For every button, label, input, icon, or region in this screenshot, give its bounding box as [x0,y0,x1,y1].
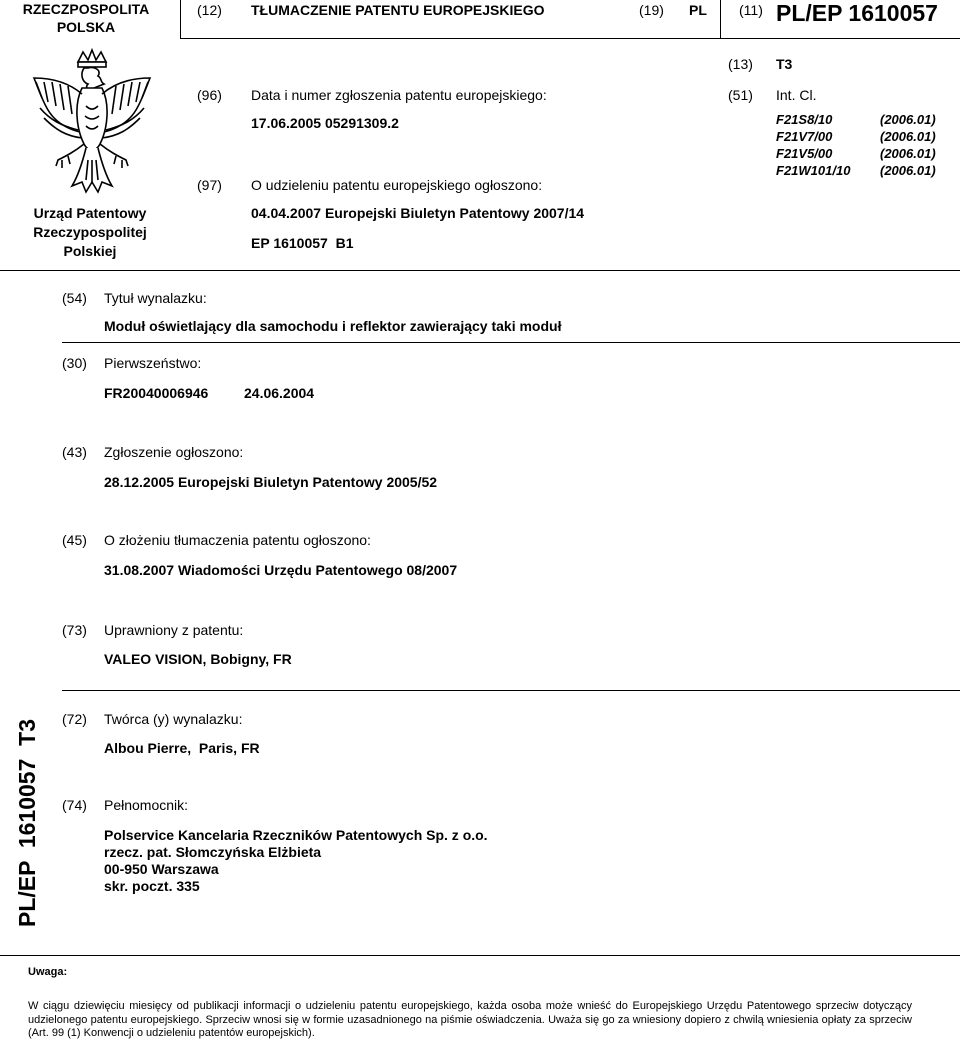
application-value: 17.06.2005 05291309.2 [251,115,399,131]
ipc-version: (2006.01) [880,112,936,127]
code-54: (54) [62,290,87,306]
code-73: (73) [62,622,87,638]
code-97: (97) [197,177,222,193]
inventor-value: Albou Pierre, Paris, FR [104,740,260,756]
ipc-code: F21V7/00 [776,129,833,144]
grant-label: O udzieleniu patentu europejskiego ogłoszono: [251,177,543,193]
patent-office-name [0,204,180,261]
office-line-3: Polskiej [63,243,117,259]
translation-label: O złożeniu tłumaczenia patentu ogłoszono: [104,532,371,548]
title-label: Tytuł wynalazku: [104,290,207,306]
agent-line: Polservice Kancelaria Rzeczników Patentowych Sp. z o.o. [104,827,488,843]
notice-title: Uwaga: [28,966,68,978]
ipc-version: (2006.01) [880,146,936,161]
agent-label: Pełnomocnik: [104,797,189,813]
ipc-code: F21V5/00 [776,146,833,161]
application-label: Data i numer zgłoszenia patentu europejskiego: [251,87,547,103]
code-51: (51) [728,87,753,103]
publication-label: Zgłoszenie ogłoszono: [104,444,244,460]
agent-line: 00-950 Warszawa [104,861,219,877]
priority-number: FR20040006946 [104,385,209,401]
code-96: (96) [197,87,222,103]
kind-code: T3 [776,56,793,72]
ipc-version: (2006.01) [880,163,936,178]
code-13: (13) [728,56,753,72]
notice-text: W ciągu dziewięciu miesięcy od publikacji informacji o udzieleniu patentu europejskiego, każda osoba może wnieść do Europejskiego Urzędu Patentowego sprzeciw dotyczący udzielonego patentu europejskiego. Sprzeciw wnosi się w formie uzasadnionego na piśmie oświadczenia. Uważa się go za wniesiony dopiero z chwilą wniesienia opłaty za sprzeciw (Art. 99 (1) Konwencji o udzieleniu patentów europejskich). [28,1000,912,1039]
footer-rule [0,955,960,956]
patent-number: PL/EP 1610057 [776,0,938,26]
agent-address [104,827,488,895]
header-separator [720,0,721,38]
code-45: (45) [62,532,87,548]
office-line-2: Rzeczypospolitej [33,224,147,240]
ipc-code: F21W101/10 [776,163,851,178]
side-patent-label: PL/EP 1610057 T3 [14,719,40,927]
priority-label: Pierwszeństwo: [104,355,202,371]
country-code: PL [689,2,707,18]
code-72: (72) [62,711,87,727]
ipc-version: (2006.01) [880,129,936,144]
code-19: (19) [639,2,664,18]
priority-date: 24.06.2004 [244,385,315,401]
proprietor-value: VALEO VISION, Bobigny, FR [104,651,292,667]
code-30: (30) [62,355,87,371]
code-12: (12) [197,2,222,18]
publication-value: 28.12.2005 Europejski Biuletyn Patentowy 2005/52 [104,474,438,490]
proprietor-label: Uprawniony z patentu: [104,622,244,638]
translation-value: 31.08.2007 Wiadomości Urzędu Patentowego 08/2007 [104,562,458,578]
polish-eagle-emblem-icon [28,48,156,198]
header-rule [180,38,960,39]
inventor-label: Twórca (y) wynalazku: [104,711,243,727]
country-name: RZECZPOSPOLITA POLSKA [22,1,150,35]
grant-value: 04.04.2007 Europejski Biuletyn Patentowy 2007/14 [251,205,585,221]
int-cl-label: Int. Cl. [776,87,817,103]
agent-line: rzecz. pat. Słomczyńska Elżbieta [104,844,322,860]
office-line-1: Urząd Patentowy [33,205,147,221]
code-43: (43) [62,444,87,460]
section-rule [0,270,960,271]
ipc-code: F21S8/10 [776,112,833,127]
code-11: (11) [739,2,763,18]
ep-number: EP 1610057 B1 [251,235,354,251]
title-rule [62,342,960,343]
agent-line: skr. poczt. 335 [104,878,200,894]
code-74: (74) [62,797,87,813]
document-type: TŁUMACZENIE PATENTU EUROPEJSKIEGO [251,2,545,18]
header-separator [180,0,181,38]
invention-title: Moduł oświetlający dla samochodu i reflektor zawierający taki moduł [104,318,562,334]
section-rule [62,690,960,691]
